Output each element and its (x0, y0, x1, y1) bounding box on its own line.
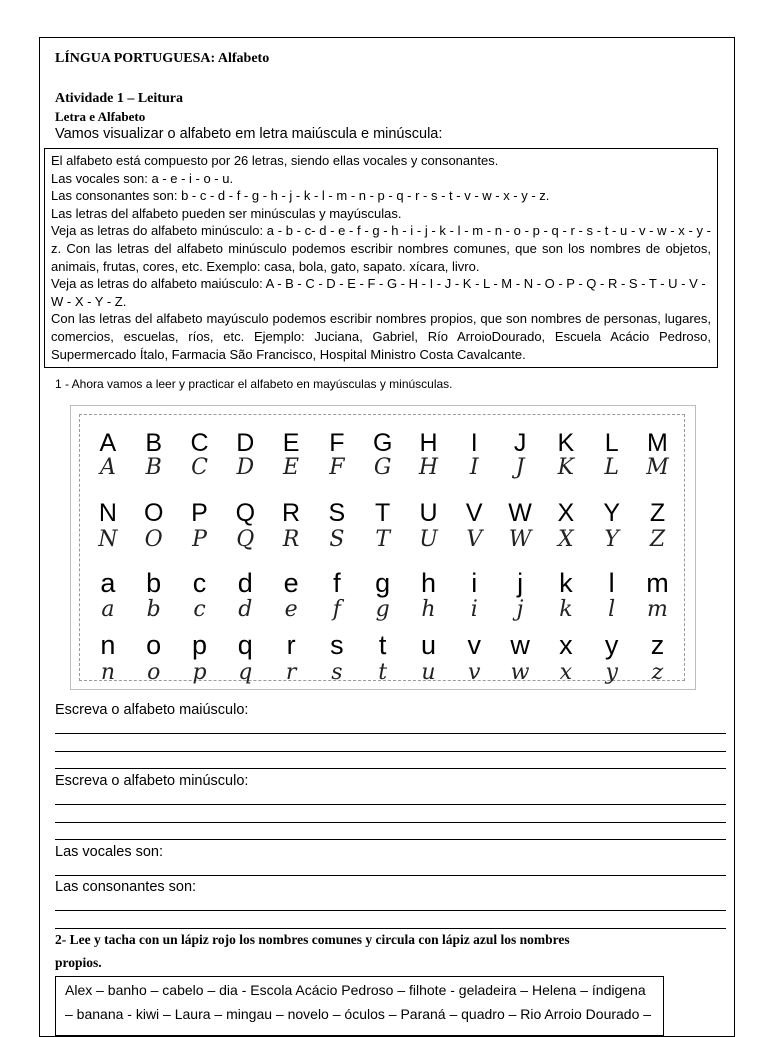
print-letter: w (510, 630, 530, 660)
cursive-letter: t (378, 660, 388, 685)
cursive-letter: f (332, 597, 341, 622)
cursive-letter: q (238, 660, 253, 685)
cursive-letter: g (375, 597, 390, 622)
cursive-letter: U (419, 527, 438, 552)
print-letter: q (237, 630, 253, 660)
cursive-letter: p (192, 660, 207, 685)
info-line: Las letras del alfabeto pueden ser minúsculas y mayúsculas. (51, 205, 402, 221)
print-letter: s (330, 630, 344, 660)
intro-text: Vamos visualizar o alfabeto em letra maiúscula e minúscula: (55, 126, 443, 142)
print-letter: h (420, 568, 436, 598)
cursive-letter: O (144, 527, 163, 552)
print-letter: K (557, 429, 575, 457)
cursive-letter: J (515, 455, 525, 480)
word-box (55, 976, 664, 1036)
cursive-letter: e (284, 597, 298, 622)
writing-line[interactable] (55, 768, 726, 769)
cursive-letter: I (469, 455, 479, 480)
info-line: Las vocales son: a - e - i - o - u. (51, 170, 234, 186)
print-letter: P (191, 499, 208, 527)
cursive-letter: u (421, 660, 436, 685)
print-letter: j (517, 568, 524, 598)
cursive-letter: G (373, 455, 392, 480)
print-letter: T (375, 499, 391, 527)
cursive-letter: P (192, 527, 207, 552)
cursive-letter: i (470, 597, 478, 622)
lower-print-row-2 (85, 630, 680, 660)
cursive-letter: Q (236, 527, 255, 552)
print-letter: n (100, 630, 116, 660)
word-list-line: Alex – banho – cabelo – dia - Escola Acácio Pedroso – filhote - geladeira – Helena – índigena (65, 982, 646, 998)
print-letter: U (419, 499, 438, 527)
cursive-letter: h (421, 597, 436, 622)
cursive-letter: w (510, 660, 530, 685)
writing-line[interactable] (55, 733, 726, 734)
lower-print-row-1 (85, 568, 680, 598)
print-letter: H (419, 429, 438, 457)
print-letter: X (557, 499, 575, 527)
print-letter: W (508, 499, 532, 527)
print-letter: b (146, 568, 162, 598)
print-letter: g (375, 568, 391, 598)
print-letter: o (146, 630, 162, 660)
print-letter: l (608, 568, 615, 598)
activity-heading: Atividade 1 – Leitura (55, 91, 183, 106)
cursive-letter: v (468, 660, 481, 685)
cursive-letter: W (508, 527, 532, 552)
print-letter: G (372, 429, 393, 457)
cursive-letter: D (236, 455, 255, 480)
cursive-letter: T (375, 527, 391, 552)
info-paragraph: Veja as letras do alfabeto minúsculo: a - b - c- d - e - f - g - h - i - j - k - l - m - n - o - p - q - r - s - t - u - v - w - x - y - z. Con las letras del alfabeto minúsculo podemos escribir nombres comunes, que son los nombres de objetos, animais, frutas, cores, etc. Exemplo: casa, bola, gato, sapato. xícara, livro. (51, 223, 711, 274)
cursive-letter: Y (604, 527, 619, 552)
writing-line[interactable] (55, 839, 726, 840)
cursive-letter: d (238, 597, 253, 622)
info-paragraph: Con las letras del alfabeto mayúsculo podemos escribir nombres propios, que son nombres de personas, lugares, comercios, escuelas, ríos, etc. Ejemplo: Juciana, Gabriel, Río ArroioDourado, Escuela Acácio Pedroso, Supermercado Ítalo, Farmacia São Francisco, Hospital Ministro Costa Cavalcante. (51, 311, 711, 362)
info-paragraph: Veja as letras do alfabeto maiúsculo: A - B - C - D - E - F - G - H - I - J - K - L - M - N - O - P - Q - R - S - T - U - V - W - X - Y - Z. (51, 276, 706, 309)
cursive-letter: z (651, 660, 664, 685)
info-box (44, 148, 718, 368)
page-title: LÍNGUA PORTUGUESA: Alfabeto (55, 51, 270, 66)
print-letter: k (559, 568, 573, 598)
cursive-letter: j (516, 597, 524, 622)
print-letter: J (513, 429, 527, 457)
writing-line[interactable] (55, 751, 726, 752)
print-letter: d (237, 568, 253, 598)
cursive-letter: c (193, 597, 206, 622)
print-letter: S (328, 499, 346, 527)
writing-line[interactable] (55, 928, 726, 929)
upper-cursive-row-1 (85, 455, 680, 481)
upper-cursive-row-2 (85, 527, 680, 553)
print-letter: Y (603, 499, 620, 527)
alphabet-chart (70, 405, 696, 690)
cursive-letter: S (329, 527, 345, 552)
print-letter: r (286, 630, 296, 660)
cursive-letter: X (558, 527, 574, 552)
print-letter: M (647, 429, 668, 457)
cursive-letter: l (608, 597, 616, 622)
print-letter: f (333, 568, 341, 598)
writing-line[interactable] (55, 804, 726, 805)
print-letter: Q (235, 499, 256, 527)
cursive-letter: m (647, 597, 668, 622)
cursive-letter: y (605, 660, 618, 685)
cursive-letter: C (191, 455, 208, 480)
print-letter: t (378, 630, 387, 660)
print-letter: E (282, 429, 300, 457)
cursive-letter: E (283, 455, 300, 480)
word-list-line: – banana - kiwi – Laura – mingau – novelo – óculos – Paraná – quadro – Rio Arroio Dourado – (65, 1006, 652, 1022)
cursive-letter: M (646, 455, 669, 480)
print-letter: m (646, 568, 669, 598)
upper-alphabet-label: Escreva o alfabeto maiúsculo: (55, 702, 249, 718)
print-letter: a (100, 568, 116, 598)
cursive-letter: V (466, 527, 483, 552)
consonants-label: Las consonantes son: (55, 879, 197, 895)
print-letter: B (145, 429, 163, 457)
cursive-letter: r (285, 660, 297, 685)
print-letter: I (470, 429, 478, 457)
print-letter: A (99, 429, 117, 457)
cursive-letter: F (329, 455, 345, 480)
question-2-line-2: propios. (55, 955, 102, 970)
print-letter: R (282, 499, 301, 527)
print-letter: p (191, 630, 207, 660)
cursive-letter: H (418, 455, 439, 480)
print-letter: C (190, 429, 209, 457)
print-letter: O (143, 499, 164, 527)
cursive-letter: x (559, 660, 573, 685)
cursive-letter: A (99, 455, 116, 480)
cursive-letter: n (100, 660, 115, 685)
cursive-letter: N (98, 527, 118, 552)
info-line: El alfabeto está compuesto por 26 letras, siendo ellas vocales y consonantes. (51, 153, 499, 168)
cursive-letter: k (559, 597, 573, 622)
cursive-letter: Z (649, 527, 666, 552)
info-line: Las consonantes son: b - c - d - f - g - h - j - k - l - m - n - p - q - r - s - t - v - w - x - y - z. (51, 188, 550, 204)
cursive-letter: K (557, 455, 575, 480)
upper-print-row-2 (85, 498, 680, 528)
print-letter: i (471, 568, 478, 598)
print-letter: L (604, 429, 619, 457)
print-letter: u (420, 630, 436, 660)
print-letter: Z (649, 499, 666, 527)
cursive-letter: a (101, 597, 115, 622)
question-1: 1 - Ahora vamos a leer y practicar el alfabeto en mayúsculas y minúsculas. (55, 377, 453, 391)
writing-line[interactable] (55, 822, 726, 823)
print-letter: N (98, 499, 117, 527)
section-subtitle: Letra e Alfabeto (55, 109, 146, 124)
upper-print-row-1 (85, 428, 680, 458)
lower-alphabet-label: Escreva o alfabeto minúsculo: (55, 773, 249, 789)
cursive-letter: R (282, 527, 300, 552)
writing-line[interactable] (55, 910, 726, 911)
vowels-label: Las vocales son: (55, 844, 164, 860)
print-letter: y (604, 630, 619, 660)
question-2-line-1: 2- Lee y tacha con un lápiz rojo los nombres comunes y circula con lápiz azul los nombres (55, 932, 570, 947)
print-letter: F (329, 429, 345, 457)
cursive-letter: B (145, 455, 162, 480)
print-letter: D (236, 429, 255, 457)
print-letter: z (650, 630, 665, 660)
print-letter: x (559, 630, 573, 660)
cursive-letter: L (604, 455, 619, 480)
cursive-letter: b (146, 597, 161, 622)
lower-cursive-row-2 (85, 660, 680, 686)
print-letter: v (467, 630, 482, 660)
print-letter: c (192, 568, 207, 598)
cursive-letter: s (331, 660, 343, 685)
lower-cursive-row-1 (85, 597, 680, 623)
writing-line[interactable] (55, 875, 726, 876)
print-letter: V (465, 499, 483, 527)
print-letter: e (283, 568, 299, 598)
cursive-letter: o (147, 660, 161, 685)
